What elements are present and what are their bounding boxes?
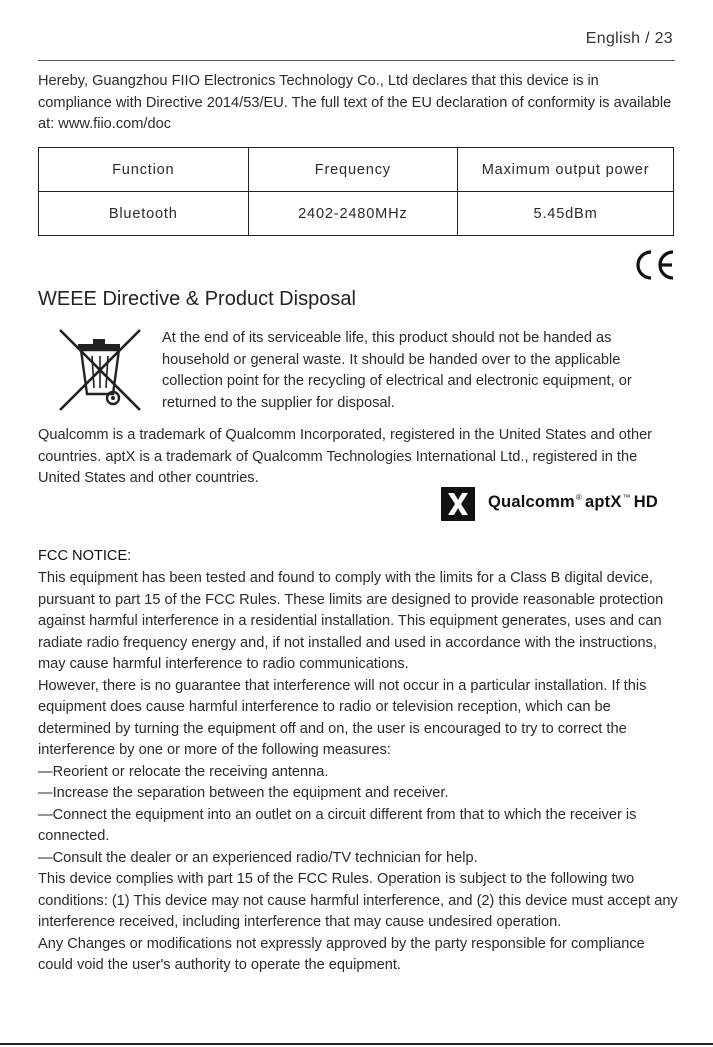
fcc-measure: —Increase the separation between the equipment and receiver. [38,785,449,801]
logo-trademark: ™ [622,493,631,502]
fcc-notice-body [38,568,678,977]
fcc-paragraph: This device complies with part 15 of the FCC Rules. Operation is subject to the following two conditions: (1) This device may not cause harmful interference, and (2) this device must accept any interference received, including interference that may cause undesired operation. [38,871,678,930]
page-label: English / 23 [585,30,673,47]
header-divider [38,60,675,61]
table-header-cell: Frequency [248,148,458,192]
frequency-table [38,147,674,236]
ce-mark-icon [634,249,676,281]
weee-disposal-text: At the end of its serviceable life, this product should not be handed as household or general waste. It should be handed over to the applicable collection point for the recycling of electrical and electronic equipment, or returned to the supplier for disposal. [162,330,632,411]
table-cell: 2402-2480MHz [248,192,458,236]
qualcomm-aptx-hd-logo [488,493,658,512]
qualcomm-trademark-text: Qualcomm is a trademark of Qualcomm Incorporated, registered in the United States and other countries. aptX is a trademark of Qualcomm Technologies International Ltd., registered in the United States and other countries. [38,427,653,486]
fcc-paragraph: However, there is no guarantee that interference will not occur in a particular installation. If this equipment does cause harmful interference to radio or television reception, which can be determined by turning the equipment off and on, the user is encouraged to try to correct the interference by one or more of the following measures: [38,677,647,758]
logo-brand: Qualcomm [488,493,575,511]
aptx-x-logo-icon [441,487,475,521]
weee-heading: WEEE Directive & Product Disposal [38,288,356,310]
table-header-cell: Maximum output power [458,148,674,192]
table-header-cell: Function [39,148,249,192]
crossed-out-wheelie-bin-icon [56,326,144,414]
table-row [39,192,674,236]
logo-registered-mark: ® [575,493,582,502]
table-cell: Bluetooth [39,192,249,236]
fcc-measure: —Reorient or relocate the receiving antenna. [38,763,329,780]
table-cell: 5.45dBm [458,192,674,236]
fcc-notice-heading: FCC NOTICE: [38,548,132,564]
fcc-paragraph: Any Changes or modifications not expressly approved by the party responsible for compliance could void the user's authority to operate the equipment. [38,935,645,973]
fcc-measure: —Consult the dealer or an experienced radio/TV technician for help. [38,849,478,866]
fcc-measure: —Connect the equipment into an outlet on a circuit different from that to which the receiver is connected. [38,806,637,844]
eu-declaration-text: Hereby, Guangzhou FIIO Electronics Technology Co., Ltd declares that this device is in compliance with Directive 2014/53/EU. The full text of the EU declaration of conformity is available at: www.fiio.com/doc [38,73,672,132]
logo-product: aptX [584,493,622,511]
footer-divider [0,1043,713,1045]
logo-suffix: HD [633,493,658,511]
table-header-row [39,148,674,192]
fcc-paragraph: This equipment has been tested and found to comply with the limits for a Class B digital device, pursuant to part 15 of the FCC Rules. These limits are designed to provide reasonable protection against harmful interference in a residential installation. This equipment generates, uses and can radiate radio frequency energy and, if not installed and used in accordance with the instructions, may cause harmful interference to radio communications. [38,570,664,672]
